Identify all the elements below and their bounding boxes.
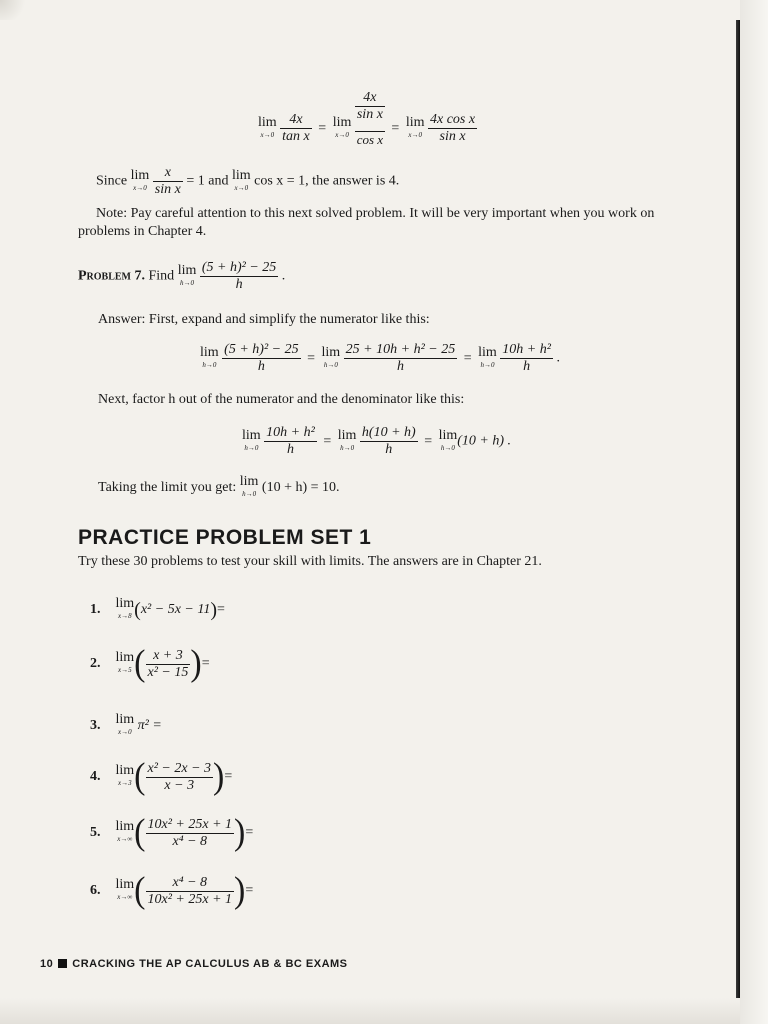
section-intro: Try these 30 problems to test your skill with limits. The answers are in Chapter 21. xyxy=(78,554,542,569)
practice-problem-2: 2. lim x→5 ( $\frac{x + 3}{\text{x² − 15}}$ )= xyxy=(90,643,210,684)
factor-instruction: Next, factor h out of the numerator and the denominator like this: xyxy=(98,392,465,407)
factor-equation xyxy=(242,425,511,458)
since-label: Since xyxy=(96,173,128,189)
problem-end: . xyxy=(281,268,286,284)
page-bottom-shadow xyxy=(0,998,740,1024)
page-number: 10 xyxy=(40,958,54,970)
limit-operator: lim h→0 xyxy=(200,344,219,369)
fraction: $\frac{x}{\text{sin x}}$ xyxy=(154,165,181,197)
fraction: $\frac{\text{10x² + 25x + 1}}{\text{x⁴ − 8}}$ xyxy=(147,816,233,849)
expansion-equation: lim h→0 $\frac{\text{(5 + h)² − 25}}{h}$ = lim h→0 $\frac{\text{25 + 10h + h² − 25}}{h}$ = lim h→0 $\frac{\text{10h + h²}}{h}$ . xyxy=(200,342,560,374)
problem-label: Problem 7. xyxy=(78,268,145,284)
equals-sign: = xyxy=(463,350,472,366)
page-footer xyxy=(40,958,348,970)
page-gutter xyxy=(740,0,768,1024)
taking-limit-result: (10 + h) = 10. xyxy=(261,480,340,496)
fraction: $\frac{\text{10h + h²}}{h}$ xyxy=(502,342,551,374)
problem-find-text: Find xyxy=(148,268,175,284)
derivation-equation xyxy=(258,90,477,148)
limit-operator: lim h→0 xyxy=(337,427,357,452)
fraction: $\frac{\text{(5 + h)² − 25}}{h}$ xyxy=(224,342,299,374)
section-title: PRACTICE PROBLEM SET 1 xyxy=(78,526,372,549)
limit-operator: lim h→0 xyxy=(177,262,197,287)
fraction: $\frac{4x}{\text{tan x}}$ xyxy=(282,112,310,145)
fraction: $\frac{\text{x² − 2x − 3}}{x - 3}$ xyxy=(147,760,212,793)
practice-problem-4: 4. lim x→3 ( $\frac{\text{x² − 2x − 3}}{x - 3}$ )= xyxy=(90,756,233,797)
limit-operator: lim x→5 xyxy=(115,650,135,674)
limit-operator: lim x→8 xyxy=(115,596,135,620)
limit-operator: lim x→∞ xyxy=(115,819,135,843)
problem-number: 6. xyxy=(90,883,101,898)
fraction: $\frac{\text{25 + 10h + h² − 25}}{h}$ xyxy=(345,342,456,374)
equals-sign: = xyxy=(307,350,315,366)
fraction: $\frac{\text{x⁴ − 8}}{\text{10x² + 25x + 1}}$ xyxy=(147,874,233,907)
limit-operator: lim x→0 xyxy=(130,167,150,192)
equals-sign: = xyxy=(424,433,433,449)
factored-expression: (10 + h) . xyxy=(457,433,512,449)
fraction: $\frac{\text{4x cos x}}{\text{sin x}}$ xyxy=(430,112,476,145)
problem-number: 2. xyxy=(90,656,101,671)
limit-operator: lim x→∞ xyxy=(115,877,135,901)
fraction: $\frac{\text{(5 + h)² − 25}}{h}$ xyxy=(201,260,277,292)
practice-problem-5: 5. lim x→∞ ( $\frac{\text{10x² + 25x + 1}}{\text{x⁴ − 8}}$ )= xyxy=(90,812,254,853)
binding-edge xyxy=(736,20,740,1020)
problem-number: 3. xyxy=(90,718,101,733)
limit-operator: lim h→0 xyxy=(239,474,259,498)
taking-limit-line xyxy=(98,476,340,500)
problem-expression: x² − 5x − 11 xyxy=(140,602,211,617)
problem-number: 1. xyxy=(90,602,101,617)
practice-problem-6: 6. lim x→∞ ( $\frac{\text{x⁴ − 8}}{\text{10x² + 25x + 1}}$ )= xyxy=(90,870,254,911)
problem-7 xyxy=(78,260,285,293)
square-bullet-icon xyxy=(58,959,67,968)
limit-operator: lim x→0 xyxy=(258,114,277,139)
compound-fraction: 4x sin x cos x xyxy=(356,90,384,147)
equals-sign: = xyxy=(318,120,327,136)
limit-operator: lim x→0 xyxy=(231,167,251,192)
limit-operator: lim h→0 xyxy=(321,344,341,369)
answer-intro: Answer: First, expand and simplify the numerator like this: xyxy=(98,312,430,327)
note-paragraph: Note: Pay careful attention to this next solved problem. It will be very important when you work on problems in Chapter 4. xyxy=(78,206,655,239)
fraction: $\frac{\text{10h + h²}}{h}$ xyxy=(266,425,315,457)
limit-operator: lim x→0 xyxy=(332,114,352,139)
since-statement xyxy=(96,165,399,198)
since-mid-text: = 1 and xyxy=(186,173,229,189)
limit-operator: lim x→0 xyxy=(405,114,425,139)
fraction: $\frac{x + 3}{\text{x² − 15}}$ xyxy=(147,647,189,680)
problem-number: 5. xyxy=(90,825,101,840)
practice-problem-3 xyxy=(90,714,162,738)
since-tail-text: cos x = 1, the answer is 4. xyxy=(254,173,400,189)
scan-artifact xyxy=(0,0,30,20)
limit-operator: lim h→0 xyxy=(478,344,497,369)
practice-problem-1: 1. lim x→8 (x² − 5x − 11)= xyxy=(90,596,225,621)
limit-operator: lim x→3 xyxy=(115,763,135,787)
book-title: CRACKING THE AP CALCULUS AB & BC EXAMS xyxy=(72,958,348,970)
limit-operator: lim h→0 xyxy=(438,427,458,452)
fraction: $\frac{h(10 + h)}{h}$ xyxy=(361,425,416,457)
problem-expression: π² = xyxy=(137,718,162,733)
equals-sign: = xyxy=(323,433,332,449)
limit-operator: lim h→0 xyxy=(242,427,261,452)
equals-sign: = xyxy=(391,120,400,136)
limit-operator: lim x→0 xyxy=(115,712,135,736)
problem-number: 4. xyxy=(90,769,101,784)
taking-limit-prefix: Taking the limit you get: xyxy=(98,480,237,496)
